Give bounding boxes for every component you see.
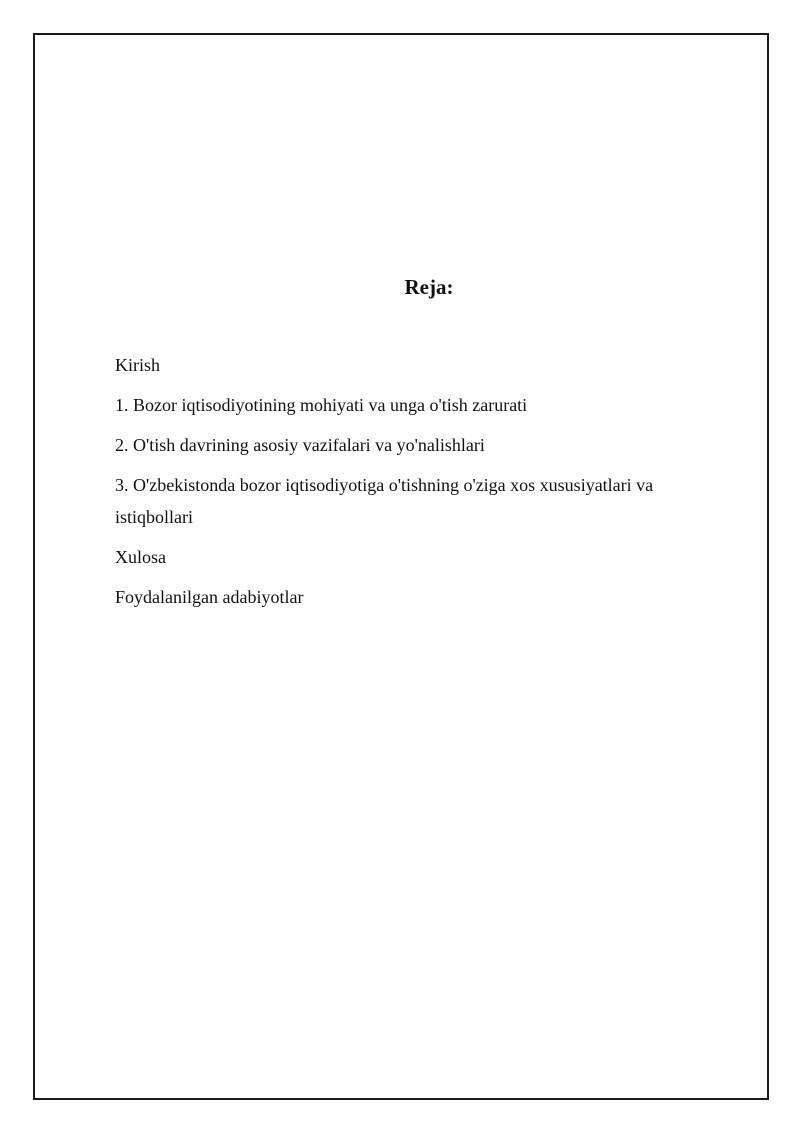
page-title: Reja: bbox=[404, 275, 454, 299]
plan-item-1: 1. Bozor iqtisodiyotining mohiyati va unga o'tish zarurati bbox=[115, 395, 528, 415]
plan-item-introduction: Kirish bbox=[115, 355, 160, 375]
plan-item-references: Foydalanilgan adabiyotlar bbox=[115, 587, 304, 607]
plan-item-conclusion: Xulosa bbox=[115, 547, 166, 567]
plan-list bbox=[115, 349, 705, 621]
plan-item-2: 2. O'tish davrining asosiy vazifalari va yo'nalishlari bbox=[115, 435, 485, 455]
plan-item-3: 3. O'zbekistonda bozor iqtisodiyotiga o'tishning o'ziga xos xususiyatlari va istiqbollari bbox=[115, 475, 654, 527]
